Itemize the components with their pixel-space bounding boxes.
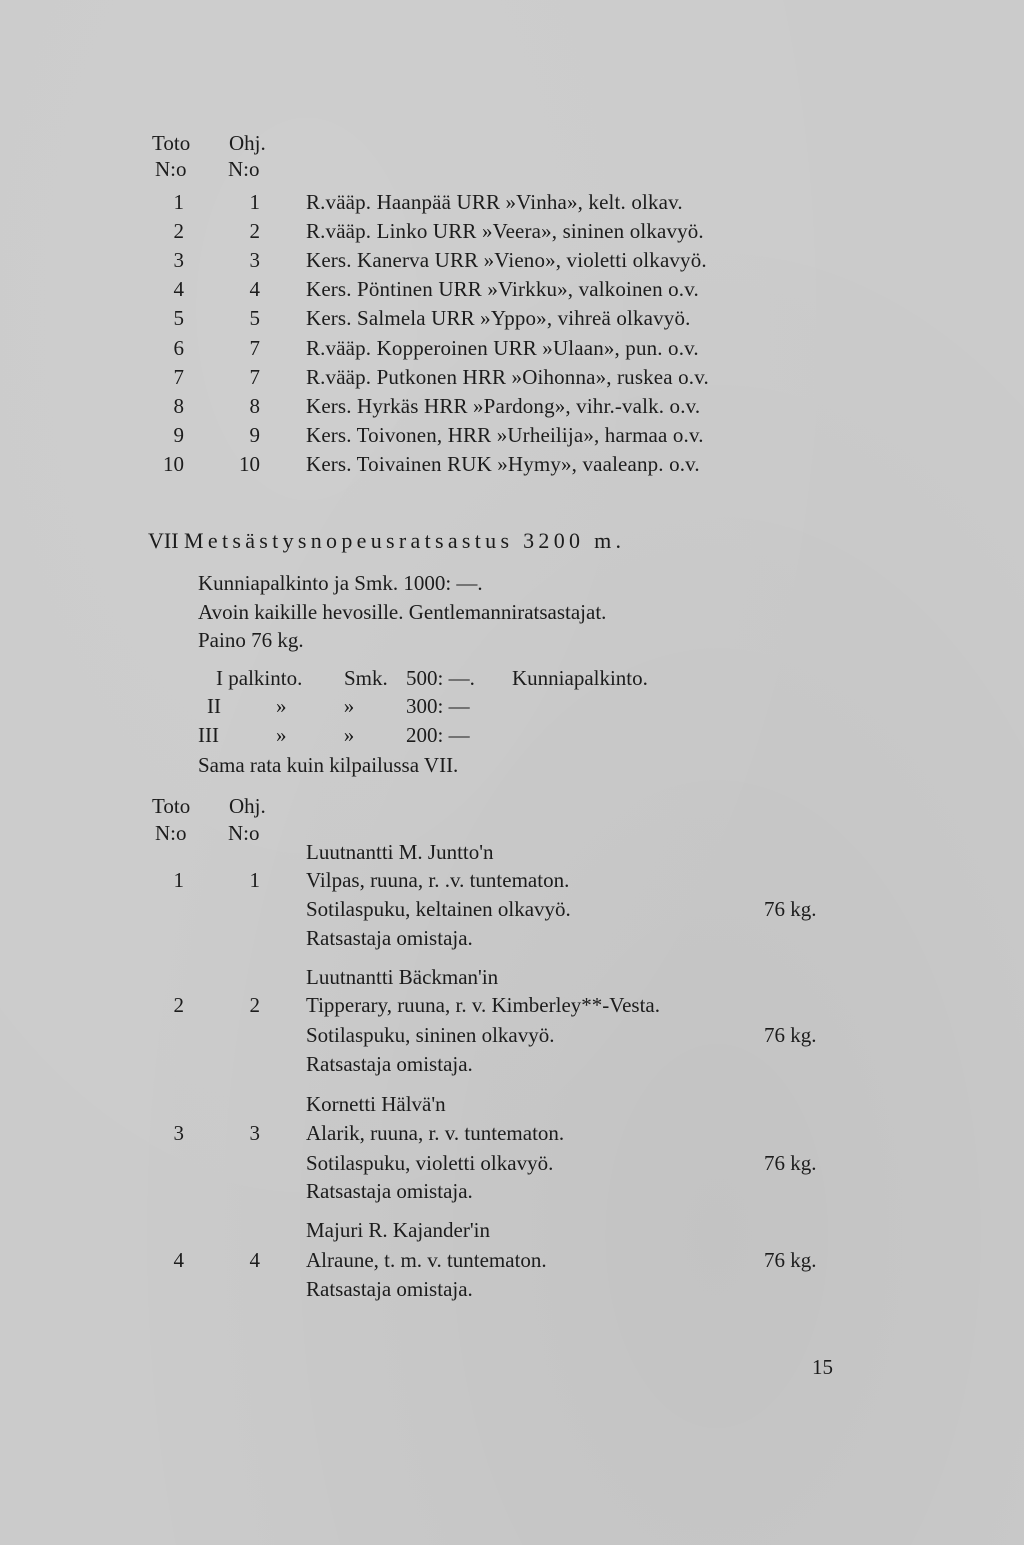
- weight: 76 kg.: [764, 1248, 817, 1272]
- toto-number: 8: [173, 394, 184, 418]
- toto-number: 4: [173, 277, 184, 301]
- rider-line: Ratsastaja omistaja.: [306, 1052, 473, 1076]
- entry-text: Kers. Pöntinen URR »Virkku», valkoinen o.v.: [306, 277, 699, 301]
- entry-text: Kers. Salmela URR »Yppo», vihreä olkavyö.: [306, 306, 691, 330]
- prize-amount: 500: —.: [406, 666, 475, 690]
- owner-line: Kornetti Hälvä'n: [306, 1092, 446, 1116]
- weight: 76 kg.: [764, 1023, 817, 1047]
- entry-text: Kers. Toivainen RUK »Hymy», vaaleanp. o.v.: [306, 452, 700, 476]
- owner-line: Majuri R. Kajander'in: [306, 1218, 490, 1242]
- entry-text: Kers. Hyrkäs HRR »Pardong», vihr.-valk. o.v.: [306, 394, 701, 418]
- ohj-header: Ohj.: [229, 794, 266, 818]
- prize-smk: » »: [276, 694, 355, 718]
- table-row: [0, 246, 1024, 275]
- ohj-header: Ohj.: [229, 131, 266, 155]
- table-row: [0, 421, 1024, 450]
- toto-number: 2: [173, 219, 184, 243]
- race-name: Metsästysnopeusratsastus 3200 m.: [184, 528, 626, 553]
- table-row: [0, 275, 1024, 304]
- prize-extra: Kunniapalkinto.: [512, 666, 648, 690]
- toto-number: 4: [173, 1248, 184, 1272]
- ohj-number: 7: [249, 336, 260, 360]
- horse-line: Tipperary, ruuna, r. v. Kimberley**-Vesta.: [306, 993, 661, 1017]
- race-note: Sama rata kuin kilpailussa VII.: [198, 753, 459, 777]
- toto-number: 9: [173, 423, 184, 447]
- prize-place: III: [198, 723, 219, 747]
- ohj-number: 2: [249, 219, 260, 243]
- rider-line: Ratsastaja omistaja.: [306, 1179, 473, 1203]
- toto-number: 1: [173, 190, 184, 214]
- toto-no-header: N:o: [155, 157, 187, 181]
- prize-smk: » »: [276, 723, 355, 747]
- toto-no-header: N:o: [155, 821, 187, 845]
- table-row: [0, 304, 1024, 333]
- page-number: 15: [812, 1355, 833, 1379]
- toto-number: 10: [163, 452, 184, 476]
- table-row: [0, 392, 1024, 421]
- toto-number: 5: [173, 306, 184, 330]
- ohj-number: 10: [239, 452, 260, 476]
- toto-header: Toto: [152, 131, 191, 155]
- rider-line: Ratsastaja omistaja.: [306, 1277, 473, 1301]
- horse-line: Vilpas, ruuna, r. .v. tuntematon.: [306, 868, 570, 892]
- race-condition-line: Paino 76 kg.: [198, 628, 304, 652]
- ohj-number: 8: [249, 394, 260, 418]
- entry-text: Kers. Kanerva URR »Vieno», violetti olkavyö.: [306, 248, 707, 272]
- race-title: [148, 528, 625, 554]
- ohj-number: 3: [249, 248, 260, 272]
- owner-line: Luutnantti Bäckman'in: [306, 965, 499, 989]
- toto-number: 2: [173, 993, 184, 1017]
- race-condition-line: Kunniapalkinto ja Smk. 1000: —.: [198, 571, 483, 595]
- entry-text: R.vääp. Kopperoinen URR »Ulaan», pun. o.v.: [306, 336, 699, 360]
- prize-place: II: [207, 694, 221, 718]
- ohj-number: 1: [249, 868, 260, 892]
- table-row: [0, 217, 1024, 246]
- table-row: [0, 450, 1024, 479]
- ohj-number: 4: [249, 277, 260, 301]
- ohj-number: 7: [249, 365, 260, 389]
- horse-line: Alarik, ruuna, r. v. tuntematon.: [306, 1121, 565, 1145]
- ohj-number: 5: [249, 306, 260, 330]
- ohj-number: 1: [249, 190, 260, 214]
- ohj-no-header: N:o: [228, 821, 260, 845]
- ohj-number: 2: [249, 993, 260, 1017]
- ohj-no-header: N:o: [228, 157, 260, 181]
- table-row: [0, 334, 1024, 363]
- weight: 76 kg.: [764, 1151, 817, 1175]
- toto-number: 6: [173, 336, 184, 360]
- colors-line: Sotilaspuku, keltainen olkavyö.: [306, 897, 571, 921]
- toto-number: 7: [173, 365, 184, 389]
- ohj-number: 4: [249, 1248, 260, 1272]
- weight: 76 kg.: [764, 897, 817, 921]
- toto-number: 3: [173, 1121, 184, 1145]
- prize-amount: 300: —: [406, 694, 470, 718]
- entry-text: R.vääp. Linko URR »Veera», sininen olkavyö.: [306, 219, 704, 243]
- entry-text: R.vääp. Haanpää URR »Vinha», kelt. olkav.: [306, 190, 683, 214]
- prize-smk: Smk.: [344, 666, 388, 690]
- entry-text: Kers. Toivonen, HRR »Urheilija», harmaa o.v.: [306, 423, 704, 447]
- owner-line: Luutnantti M. Juntto'n: [306, 840, 494, 864]
- horse-line: Alraune, t. m. v. tuntematon.: [306, 1248, 547, 1272]
- prize-place: I palkinto.: [216, 666, 303, 690]
- toto-number: 1: [173, 868, 184, 892]
- race-number: VII: [148, 528, 179, 553]
- colors-line: Sotilaspuku, sininen olkavyö.: [306, 1023, 555, 1047]
- prize-amount: 200: —: [406, 723, 470, 747]
- entry-text: R.vääp. Putkonen HRR »Oihonna», ruskea o.v.: [306, 365, 709, 389]
- toto-header: Toto: [152, 794, 191, 818]
- race-condition-line: Avoin kaikille hevosille. Gentlemanniratsastajat.: [198, 600, 607, 624]
- ohj-number: 9: [249, 423, 260, 447]
- toto-number: 3: [173, 248, 184, 272]
- table-row: [0, 188, 1024, 217]
- rider-line: Ratsastaja omistaja.: [306, 926, 473, 950]
- ohj-number: 3: [249, 1121, 260, 1145]
- table-row: [0, 363, 1024, 392]
- colors-line: Sotilaspuku, violetti olkavyö.: [306, 1151, 554, 1175]
